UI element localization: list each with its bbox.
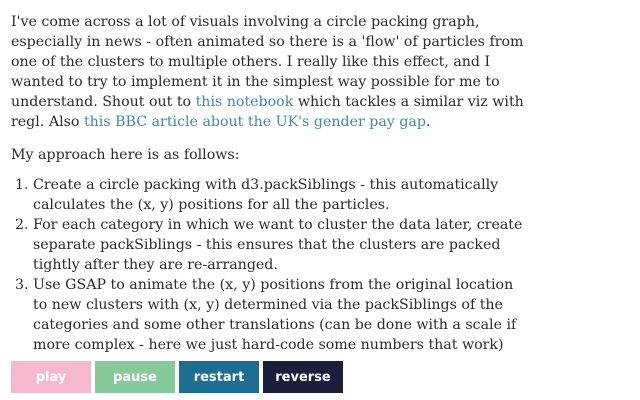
approach-heading: My approach here is as follows: bbox=[11, 147, 240, 163]
approach-step-3: 3. Use GSAP to animate the (x, y) positions from the original location to new clusters with (x, y) determined via the packSiblings of the categories and some other translations (can be done with a scale if more complex - here we just hard-code some numbers that work) bbox=[33, 275, 531, 355]
intro-text-3: . bbox=[425, 114, 431, 130]
animation-controls bbox=[11, 361, 343, 393]
bbc-article-link[interactable]: this BBC article about the UK's gender pay gap bbox=[83, 114, 426, 130]
restart-button[interactable]: restart bbox=[179, 361, 259, 393]
article-body bbox=[11, 12, 531, 355]
approach-step-2: 2. For each category in which we want to cluster the data later, create separate packSiblings - this ensures that the clusters are packed tightly after they are re-arranged. bbox=[33, 215, 531, 275]
intro-paragraph bbox=[11, 12, 531, 132]
intro-text-2: which tackles a similar viz with regl. Also bbox=[11, 94, 524, 130]
play-button[interactable]: play bbox=[11, 361, 91, 393]
notebook-link[interactable]: this notebook bbox=[195, 94, 294, 110]
pause-button[interactable]: pause bbox=[95, 361, 175, 393]
approach-steps-list bbox=[11, 175, 531, 355]
intro-text-1: I've come across a lot of visuals involving a circle packing graph, especially in news - often animated so there is a 'flow' of particles from one of the clusters to multiple others. I really like this effect, and I wanted to try to implement it in the simplest way possible for me to understand. Shout out to bbox=[11, 14, 524, 110]
approach-step-1: 1. Create a circle packing with d3.packSiblings - this automatically calculates the (x, y) positions for all the particles. bbox=[33, 175, 531, 215]
reverse-button[interactable]: reverse bbox=[263, 361, 343, 393]
